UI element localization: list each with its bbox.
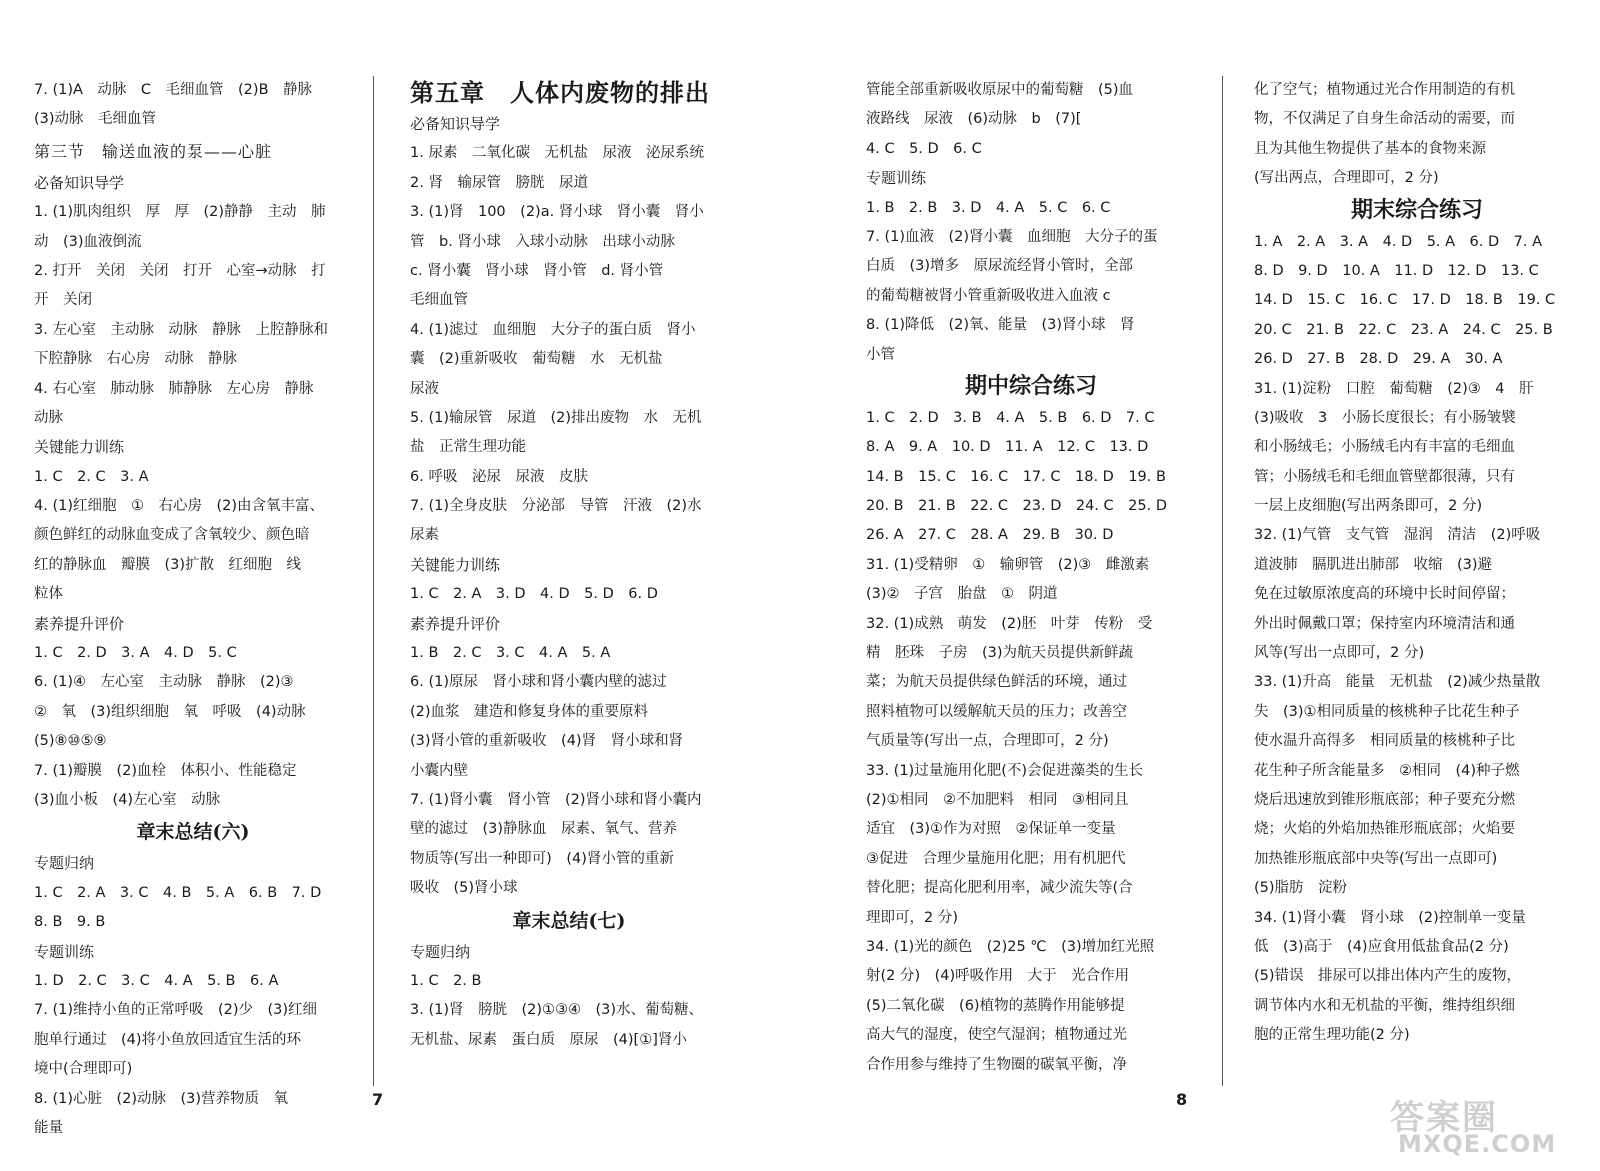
answer-line: (2)①相同 ②不加肥料 相同 ③相同且: [866, 791, 1129, 808]
section-heading: 第三节 输送血液的泵——心脏: [34, 141, 273, 161]
answer-line: 红的静脉血 瓣膜 (3)扩散 红细胞 线: [34, 556, 302, 573]
section-heading: 第五章 人体内废物的排出: [410, 78, 710, 107]
answer-line: 一层上皮细胞(写出两条即可，2 分): [1254, 498, 1483, 515]
answer-line: 5. (1)输尿管 尿道 (2)排出废物 水 无机: [410, 409, 702, 426]
answer-line: 液路线 尿液 (6)动脉 b (7)[: [866, 111, 1082, 128]
page-number-right: 8: [1176, 1090, 1188, 1109]
answer-line: 8. D 9. D 10. A 11. D 12. D 13. C: [1254, 262, 1539, 279]
column-divider: [373, 76, 374, 1086]
answer-line: 1. B 2. C 3. C 4. A 5. A: [410, 645, 611, 662]
answer-line: 境中(合理即可): [34, 1061, 133, 1078]
answer-line: 风等(写出一点即可，2 分): [1254, 645, 1425, 662]
answer-line: 适宜 (3)①作为对照 ②保证单一变量: [866, 821, 1116, 838]
answer-line: 3. (1)肾 100 (2)a. 肾小球 肾小囊 肾小: [410, 204, 704, 221]
answer-line: 和小肠绒毛；小肠绒毛内有丰富的毛细血: [1254, 439, 1515, 456]
answer-line: 道波肺 膈肌进出肺部 收缩 (3)避: [1254, 556, 1493, 573]
answer-line: 1. 尿素 二氧化碳 无机盐 尿液 泌尿系统: [410, 145, 704, 162]
answer-line: (3)血小板 (4)左心室 动脉: [34, 791, 221, 808]
answer-line: 32. (1)成熟 萌发 (2)胚 叶芽 传粉 受: [866, 615, 1153, 632]
column-4: [1254, 76, 1580, 1051]
answer-line: 1. D 2. C 3. C 4. A 5. B 6. A: [34, 972, 279, 989]
watermark-text: 答案圈: [1390, 1098, 1498, 1138]
answer-line: (写出两点，合理即可，2 分): [1254, 170, 1439, 187]
answer-line: 高大气的湿度，使空气湿润；植物通过光: [866, 1027, 1127, 1044]
answer-line: 7. (1)肾小囊 肾小管 (2)肾小球和肾小囊内: [410, 791, 702, 808]
answer-line: 烧后迅速放到锥形瓶底部；种子要充分燃: [1254, 791, 1515, 808]
section-label: 必备知识导学: [410, 115, 501, 133]
answer-line: (2)血浆 建造和修复身体的重要原料: [410, 703, 649, 720]
answer-line: 能量: [34, 1119, 63, 1136]
answer-line: 吸收 (5)肾小球: [410, 880, 518, 897]
answer-line: 化了空气；植物通过光合作用制造的有机: [1254, 82, 1515, 98]
answer-line: (5)⑧⑩⑤⑨: [34, 733, 107, 750]
answer-line: 射(2 分) (4)呼吸作用 大于 光合作用: [866, 968, 1130, 985]
answer-line: (5)错误 排尿可以排出体内产生的废物，: [1254, 968, 1522, 985]
answer-line: 胞单行通过 (4)将小鱼放回适宜生活的环: [34, 1031, 302, 1048]
column-1: [34, 76, 352, 1143]
section-heading: 章末总结(七): [512, 909, 626, 932]
answer-line: 白质 (3)增多 原尿流经肾小管时，全部: [866, 258, 1134, 275]
answer-line: 4. (1)滤过 血细胞 大分子的蛋白质 肾小: [410, 321, 696, 338]
answer-line: 下腔静脉 右心房 动脉 静脉: [34, 351, 237, 368]
answer-line: 6. 呼吸 泌尿 尿液 皮肤: [410, 468, 588, 485]
answer-line: 2. 打开 关闭 关闭 打开 心室→动脉 打: [34, 262, 326, 279]
section-label: 必备知识导学: [34, 173, 125, 192]
answer-line: 开 关闭: [34, 292, 92, 309]
section-heading: 章末总结(六): [136, 821, 250, 844]
answer-line: 4. 右心室 肺动脉 肺静脉 左心房 静脉: [34, 380, 314, 397]
answer-line: 失 (3)①相同质量的核桃种子比花生种子: [1254, 703, 1520, 720]
answer-line: 1. (1)肌肉组织 厚 厚 (2)静静 主动 肺: [34, 204, 326, 221]
page-number-left: 7: [372, 1090, 384, 1109]
answer-line: (3)吸收 3 小肠长度很长；有小肠皱襞: [1254, 409, 1516, 426]
answer-line: (5)二氧化碳 (6)植物的蒸腾作用能够提: [866, 997, 1125, 1014]
answer-line: 20. B 21. B 22. C 23. D 24. C 25. D: [866, 498, 1167, 515]
section-heading: 期中综合练习: [964, 373, 1097, 399]
answer-line: 颜色鲜红的动脉血变成了含氧较少、颜色暗: [34, 527, 310, 544]
answer-line: 物，不仅满足了自身生命活动的需要，而: [1254, 111, 1515, 128]
section-label: 素养提升评价: [34, 614, 125, 633]
answer-line: c. 肾小囊 肾小球 肾小管 d. 肾小管: [410, 262, 664, 279]
answer-line: 1. C 2. D 3. A 4. D 5. C: [34, 645, 237, 662]
section-label: 关键能力训练: [34, 438, 125, 457]
column-divider: [1222, 76, 1223, 1086]
answer-line: 3. (1)肾 膀胱 (2)①③④ (3)水、葡萄糖、: [410, 1002, 704, 1019]
answer-line: 31. (1)淀粉 口腔 葡萄糖 (2)③ 4 肝: [1254, 380, 1534, 397]
section-heading: 期末综合练习: [1350, 197, 1483, 223]
answer-line: 8. A 9. A 10. D 11. A 12. C 13. D: [866, 439, 1149, 456]
answer-line: (3)肾小管的重新吸收 (4)肾 肾小球和肾: [410, 733, 684, 750]
answer-line: 1. C 2. C 3. A: [34, 468, 149, 485]
answer-line: 花生种子所含能量多 ②相同 (4)种子燃: [1254, 762, 1520, 779]
answer-line: 1. C 2. D 3. B 4. A 5. B 6. D 7. C: [866, 409, 1155, 426]
answer-line: 20. C 21. B 22. C 23. A 24. C 25. B: [1254, 321, 1553, 338]
answer-line: ③促进 合理少量施用化肥；用有机肥代: [866, 850, 1126, 867]
answer-line: 加热锥形瓶底部中央等(写出一点即可): [1254, 850, 1498, 867]
answer-line: 3. 左心室 主动脉 动脉 静脉 上腔静脉和: [34, 321, 328, 338]
answer-line: 无机盐、尿素 蛋白质 原尿 (4)[①]肾小: [410, 1031, 687, 1048]
answer-line: 8. B 9. B: [34, 914, 106, 931]
answer-line: 尿液: [410, 380, 439, 397]
answer-line: 26. A 27. C 28. A 29. B 30. D: [866, 527, 1114, 544]
answer-line: 替化肥；提高化肥利用率，减少流失等(合: [866, 880, 1133, 897]
answer-line: (5)脂肪 淀粉: [1254, 880, 1348, 897]
answer-line: 精 胚珠 子房 (3)为航天员提供新鲜蔬: [866, 645, 1134, 662]
answer-line: 免在过敏原浓度高的环境中长时间停留；: [1254, 586, 1515, 603]
answer-line: 7. (1)全身皮肤 分泌部 导管 汗液 (2)水: [410, 498, 702, 515]
answer-line: 31. (1)受精卵 ① 输卵管 (2)③ 雌激素: [866, 556, 1150, 573]
answer-line: 管 b. 肾小球 入球小动脉 出球小动脉: [410, 233, 675, 250]
answer-line: 4. C 5. D 6. C: [866, 140, 982, 157]
section-label: 素养提升评价: [410, 614, 501, 633]
answer-line: 1. C 2. A 3. D 4. D 5. D 6. D: [410, 586, 658, 603]
answer-line: 盐 正常生理功能: [410, 439, 526, 456]
answer-line: 动 (3)血液倒流: [34, 233, 142, 250]
answer-line: 气质量等(写出一点，合理即可，2 分): [866, 733, 1109, 750]
answer-line: 14. B 15. C 16. C 17. C 18. D 19. B: [866, 468, 1166, 485]
answer-line: (3)② 子宫 胎盘 ① 阴道: [866, 586, 1058, 603]
answer-line: 33. (1)过量施用化肥(不)会促进藻类的生长: [866, 762, 1144, 779]
answer-line: 粒体: [34, 586, 63, 603]
answer-line: 毛细血管: [410, 292, 468, 309]
answer-line: 1. C 2. A 3. C 4. B 5. A 6. B 7. D: [34, 884, 322, 901]
section-label: 关键能力训练: [410, 555, 501, 574]
answer-line: 小囊内壁: [410, 762, 468, 779]
answer-line: 34. (1)肾小囊 肾小球 (2)控制单一变量: [1254, 909, 1526, 926]
answer-line: 33. (1)升高 能量 无机盐 (2)减少热量散: [1254, 674, 1541, 691]
answer-line: 4. (1)红细胞 ① 右心房 (2)由含氧丰富、: [34, 498, 325, 515]
answer-line: 合作用参与维持了生物圈的碳氧平衡，净: [866, 1056, 1127, 1073]
answer-line: 管；小肠绒毛和毛细血管壁都很薄，只有: [1254, 468, 1515, 485]
answer-line: 1. A 2. A 3. A 4. D 5. A 6. D 7. A: [1254, 233, 1543, 250]
answer-line: 壁的滤过 (3)静脉血 尿素、氧气、营养: [410, 821, 678, 838]
section-label: 专题归纳: [410, 942, 471, 961]
answer-line: 理即可，2 分): [866, 909, 958, 926]
answer-line: ② 氧 (3)组织细胞 氧 呼吸 (4)动脉: [34, 703, 306, 720]
answer-line: 尿素: [410, 527, 439, 544]
answer-line: 胞的正常生理功能(2 分): [1254, 1027, 1410, 1044]
answer-line: 1. B 2. B 3. D 4. A 5. C 6. C: [866, 199, 1111, 216]
answer-line: 7. (1)瓣膜 (2)血栓 体积小、性能稳定: [34, 762, 297, 779]
watermark-logo: [1390, 1090, 1570, 1160]
answer-line: 8. (1)降低 (2)氧、能量 (3)肾小球 肾: [866, 317, 1135, 334]
answer-line: 小管: [866, 346, 895, 363]
answer-line: 调节体内水和无机盐的平衡，维持组织细: [1254, 997, 1515, 1014]
column-3: [866, 76, 1196, 1080]
column-2: [410, 76, 728, 1055]
answer-line: 7. (1)维持小鱼的正常呼吸 (2)少 (3)红细: [34, 1002, 318, 1019]
answer-line: 物质等(写出一种即可) (4)肾小管的重新: [410, 850, 674, 867]
answer-line: 2. 肾 输尿管 膀胱 尿道: [410, 174, 588, 191]
answer-line: 囊 (2)重新吸收 葡萄糖 水 无机盐: [410, 351, 663, 368]
answer-line: 1. C 2. B: [410, 972, 482, 989]
answer-line: 且为其他生物提供了基本的食物来源: [1254, 140, 1486, 157]
answer-line: 照料植物可以缓解航天员的压力；改善空: [866, 703, 1127, 720]
watermark-url: MXQE.COM: [1398, 1130, 1557, 1158]
answer-line: 6. (1)④ 左心室 主动脉 静脉 (2)③: [34, 674, 294, 691]
answer-line: 7. (1)血液 (2)肾小囊 血细胞 大分子的蛋: [866, 228, 1158, 245]
answer-line: 使水温升高得多 相同质量的核桃种子比: [1254, 733, 1515, 750]
answer-line: 低 (3)高于 (4)应食用低盐食品(2 分): [1254, 938, 1509, 955]
answer-line: 8. (1)心脏 (2)动脉 (3)营养物质 氧: [34, 1090, 289, 1107]
answer-line: 菜；为航天员提供绿色鲜活的环境，通过: [866, 674, 1127, 691]
answer-line: 管能全部重新吸收原尿中的葡萄糖 (5)血: [866, 82, 1134, 98]
section-label: 专题训练: [866, 169, 927, 188]
answer-line: 32. (1)气管 支气管 湿润 清洁 (2)呼吸: [1254, 527, 1541, 544]
answer-line: 7. (1)A 动脉 C 毛细血管 (2)B 静脉: [34, 82, 313, 98]
answer-line: 14. D 15. C 16. C 17. D 18. B 19. C: [1254, 292, 1556, 309]
answer-line: (3)动脉 毛细血管: [34, 111, 157, 128]
answer-line: 的葡萄糖被肾小管重新吸收进入血液 c: [866, 287, 1111, 304]
answer-line: 26. D 27. B 28. D 29. A 30. A: [1254, 351, 1503, 368]
answer-line: 34. (1)光的颜色 (2)25 ℃ (3)增加红光照: [866, 938, 1155, 955]
answer-line: 外出时佩戴口罩；保持室内环境清洁和通: [1254, 615, 1515, 632]
section-label: 专题训练: [34, 942, 95, 961]
answer-line: 动脉: [34, 409, 63, 426]
answer-line: 6. (1)原尿 肾小球和肾小囊内壁的滤过: [410, 674, 667, 691]
answer-line: 烧；火焰的外焰加热锥形瓶底部；火焰要: [1254, 821, 1515, 838]
section-label: 专题归纳: [34, 854, 95, 873]
